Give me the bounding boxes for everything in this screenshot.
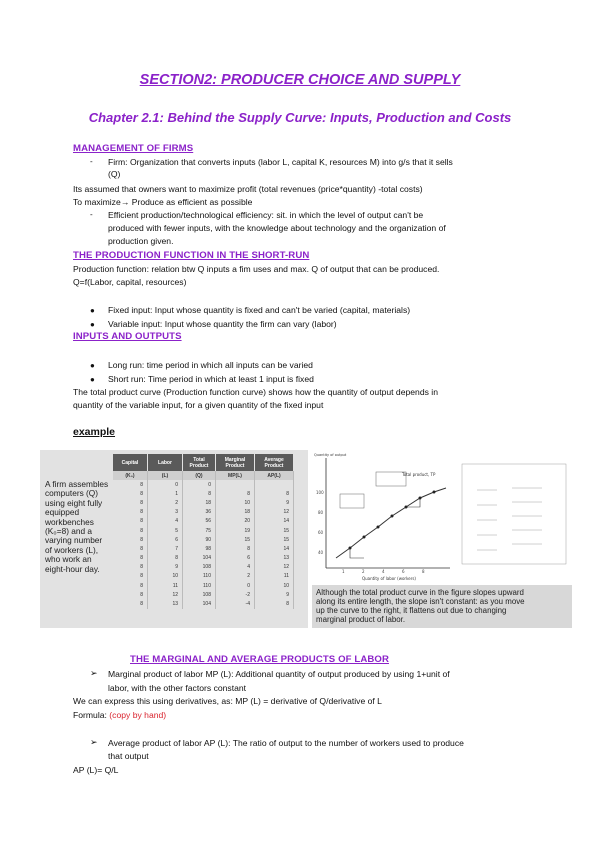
round-bullet-icon: ● (90, 320, 95, 329)
table-cell: 8 (113, 590, 148, 599)
table-row (113, 489, 294, 498)
table-row (113, 572, 294, 581)
table-cell: 7 (148, 544, 183, 553)
table-cell: 6 (148, 535, 183, 544)
table-cell: 8 (183, 489, 216, 498)
table-cell: 10 (255, 581, 294, 590)
table-row (113, 498, 294, 507)
table-row (113, 544, 294, 553)
table-cell: 110 (183, 581, 216, 590)
round-bullet-icon: ● (90, 306, 95, 315)
section-title: SECTION2: PRODUCER CHOICE AND SUPPLY (139, 72, 461, 88)
table-header: Marginal Product (216, 454, 255, 471)
marginal-product-line1: Marginal product of labor MP (L): Additional quantity of output produced by using 1+unit of (108, 669, 450, 679)
table-row (113, 563, 294, 572)
table-row (113, 599, 294, 608)
table-subheader: (L) (148, 471, 183, 480)
table-cell: 19 (216, 526, 255, 535)
total-product-line2: quantity of the variable input, for a given quantity of the fixed input (73, 400, 324, 410)
inputs-outputs-heading: INPUTS AND OUTPUTS (73, 331, 182, 342)
dash-bullet-icon: - (90, 210, 93, 219)
table-cell: 8 (113, 508, 148, 517)
table-cell: 0 (148, 480, 183, 489)
table-row (113, 554, 294, 563)
table-cell: 6 (216, 554, 255, 563)
firm-definition-line2: (Q) (108, 169, 121, 179)
table-row (113, 508, 294, 517)
table-header: Total Product (183, 454, 216, 471)
example-table-figure (40, 450, 308, 628)
graph-caption (312, 585, 572, 628)
table-cell: 104 (183, 554, 216, 563)
table-subheader: (Q) (183, 471, 216, 480)
table-cell: 15 (255, 535, 294, 544)
table-cell: 0 (183, 480, 216, 489)
table-cell: 110 (183, 572, 216, 581)
x-axis-label: Quantity of labor (workers) (362, 576, 416, 581)
example-graph-figure (312, 450, 572, 628)
table-cell: 10 (148, 572, 183, 581)
table-cell: 2 (148, 498, 183, 507)
table-cell: 8 (216, 489, 255, 498)
svg-text:40: 40 (318, 550, 324, 555)
table-cell: 108 (183, 563, 216, 572)
table-subheader: MP(L) (216, 471, 255, 480)
average-product-line1: Average product of labor AP (L): The ratio of output to the number of workers used to produce (108, 738, 464, 748)
y-axis-label: Quantity of output (314, 453, 347, 457)
table-header: Average Product (255, 454, 294, 471)
short-run-item: Short run: Time period in which at least 1 input is fixed (108, 374, 314, 384)
table-cell: 18 (183, 498, 216, 507)
marginal-average-heading: THE MARGINAL AND AVERAGE PRODUCTS OF LABOR (130, 654, 389, 665)
table-cell: 12 (255, 563, 294, 572)
table-cell: 9 (255, 498, 294, 507)
firm-definition-line1: Firm: Organization that converts inputs (labor L, capital K, resources M) into g/s that it sells (108, 157, 453, 167)
table-row (113, 480, 294, 489)
efficiency-line2: produced with fewer inputs, with the knowledge about technology and the organization of (108, 223, 446, 233)
derivative-expression: We can express this using derivatives, as: MP (L) = derivative of Q/derivative of L (73, 696, 382, 706)
table-cell: 8 (113, 480, 148, 489)
table-cell: 8 (113, 554, 148, 563)
table-cell: 5 (148, 526, 183, 535)
table-cell: 90 (183, 535, 216, 544)
graph-caption-text (316, 588, 568, 624)
table-cell: 9 (255, 590, 294, 599)
table-cell: 8 (216, 544, 255, 553)
table-cell: 4 (148, 517, 183, 526)
table-row (113, 581, 294, 590)
table-cell: 8 (113, 535, 148, 544)
long-run-item: Long run: time period in which all inputs can be varied (108, 360, 313, 370)
table-cell: 2 (216, 572, 255, 581)
table-cell: 18 (216, 508, 255, 517)
table-cell: 8 (113, 544, 148, 553)
svg-text:6: 6 (402, 569, 405, 574)
table-subheader: AP(L) (255, 471, 294, 480)
table-cell: 75 (183, 526, 216, 535)
table-cell: -2 (216, 590, 255, 599)
table-cell: 108 (183, 590, 216, 599)
formula-label: Formula: (73, 710, 110, 720)
average-product-formula: AP (L)= Q/L (73, 765, 119, 775)
marginal-product-line2: labor, with the other factors constant (108, 683, 247, 693)
dash-bullet-icon: - (90, 157, 93, 166)
chapter-title: Chapter 2.1: Behind the Supply Curve: Inputs, Production and Costs (88, 110, 512, 125)
table-row (113, 590, 294, 599)
curve-label: Total product, TP (402, 472, 436, 477)
production-function-definition: Production function: relation btw Q inputs a fim uses and max. Q of output that can be produced. (73, 264, 440, 274)
svg-text:4: 4 (382, 569, 385, 574)
table-cell: 13 (255, 554, 294, 563)
average-product-line2: that output (108, 751, 149, 761)
table-cell: 8 (255, 599, 294, 608)
table-subheader: (K₀) (113, 471, 148, 480)
table-cell: 15 (216, 535, 255, 544)
svg-text:8: 8 (422, 569, 425, 574)
production-function-heading: THE PRODUCTION FUNCTION IN THE SHORT-RUN (73, 250, 310, 261)
table-header: Labor (148, 454, 183, 471)
table-row (113, 526, 294, 535)
table-cell: 14 (255, 544, 294, 553)
table-cell: 104 (183, 599, 216, 608)
table-cell: 8 (255, 489, 294, 498)
table-cell: 0 (216, 581, 255, 590)
table-cell: 20 (216, 517, 255, 526)
formula-line (73, 709, 166, 722)
table-cell (216, 480, 255, 489)
svg-text:2: 2 (362, 569, 365, 574)
firm-description: A firm assembles computers (Q) using eight fully equipped workbenches (K₀=8) and a varying number of workers (L), who work an eight-hour day. (45, 479, 109, 574)
table-cell: 1 (148, 489, 183, 498)
caption-line: up the curve to the right, it flattens out due to changing (316, 606, 507, 616)
table-cell: 98 (183, 544, 216, 553)
total-product-line1: The total product curve (Production function curve) shows how the quantity of output depends in (73, 387, 438, 397)
efficiency-line3: production given. (108, 236, 174, 246)
table-cell: 8 (113, 572, 148, 581)
table-cell: 8 (113, 517, 148, 526)
table-cell: 8 (113, 563, 148, 572)
maximize-line: To maximize→ Produce as efficient as possible (73, 197, 253, 207)
table-cell: 11 (148, 581, 183, 590)
svg-text:1: 1 (342, 569, 345, 574)
caption-line: marginal product of labor. (316, 615, 406, 625)
table-cell: 8 (113, 599, 148, 608)
table-cell: 3 (148, 508, 183, 517)
table-cell: 8 (113, 489, 148, 498)
table-cell: 8 (113, 498, 148, 507)
table-cell: 12 (255, 508, 294, 517)
formula-note: (copy by hand) (109, 710, 167, 720)
round-bullet-icon: ● (90, 361, 95, 370)
table-cell: 56 (183, 517, 216, 526)
caption-line: along its entire length, the slope isn't constant: as you move (316, 597, 525, 607)
variable-input-item: Variable input: Input whose quantity the firm can vary (labor) (108, 319, 337, 329)
svg-text:100: 100 (316, 490, 324, 495)
table-row (113, 517, 294, 526)
table-header: Capital (113, 454, 148, 471)
table-cell (255, 480, 294, 489)
example-label: example (73, 426, 116, 438)
svg-text:60: 60 (318, 530, 324, 535)
table-cell: 9 (148, 563, 183, 572)
production-function-formula: Q=f(Labor, capital, resources) (73, 277, 187, 287)
efficiency-line1: Efficient production/technological efficiency: sit. in which the level of output can't be (108, 210, 424, 220)
production-table (113, 454, 294, 609)
arrow-bullet-icon: ➢ (90, 737, 98, 747)
table-cell: 4 (216, 563, 255, 572)
caption-line: Although the total product curve in the figure slopes upward (316, 588, 524, 597)
management-heading: MANAGEMENT OF FIRMS (73, 143, 194, 154)
table-cell: 15 (255, 526, 294, 535)
round-bullet-icon: ● (90, 375, 95, 384)
fixed-input-item: Fixed input: Input whose quantity is fixed and can't be varied (capital, materials) (108, 305, 411, 315)
total-product-graph (312, 450, 572, 585)
table-cell: 13 (148, 599, 183, 608)
table-row (113, 535, 294, 544)
table-cell: 8 (113, 581, 148, 590)
table-cell: 36 (183, 508, 216, 517)
table-cell: -4 (216, 599, 255, 608)
table-cell: 14 (255, 517, 294, 526)
profit-assumption: Its assumed that owners want to maximize profit (total revenues (price*quantity) -total costs) (73, 184, 423, 194)
table-cell: 8 (113, 526, 148, 535)
table-cell: 12 (148, 590, 183, 599)
table-cell: 8 (148, 554, 183, 563)
arrow-bullet-icon: ➢ (90, 668, 98, 678)
table-cell: 10 (216, 498, 255, 507)
svg-text:80: 80 (318, 510, 324, 515)
table-cell: 11 (255, 572, 294, 581)
